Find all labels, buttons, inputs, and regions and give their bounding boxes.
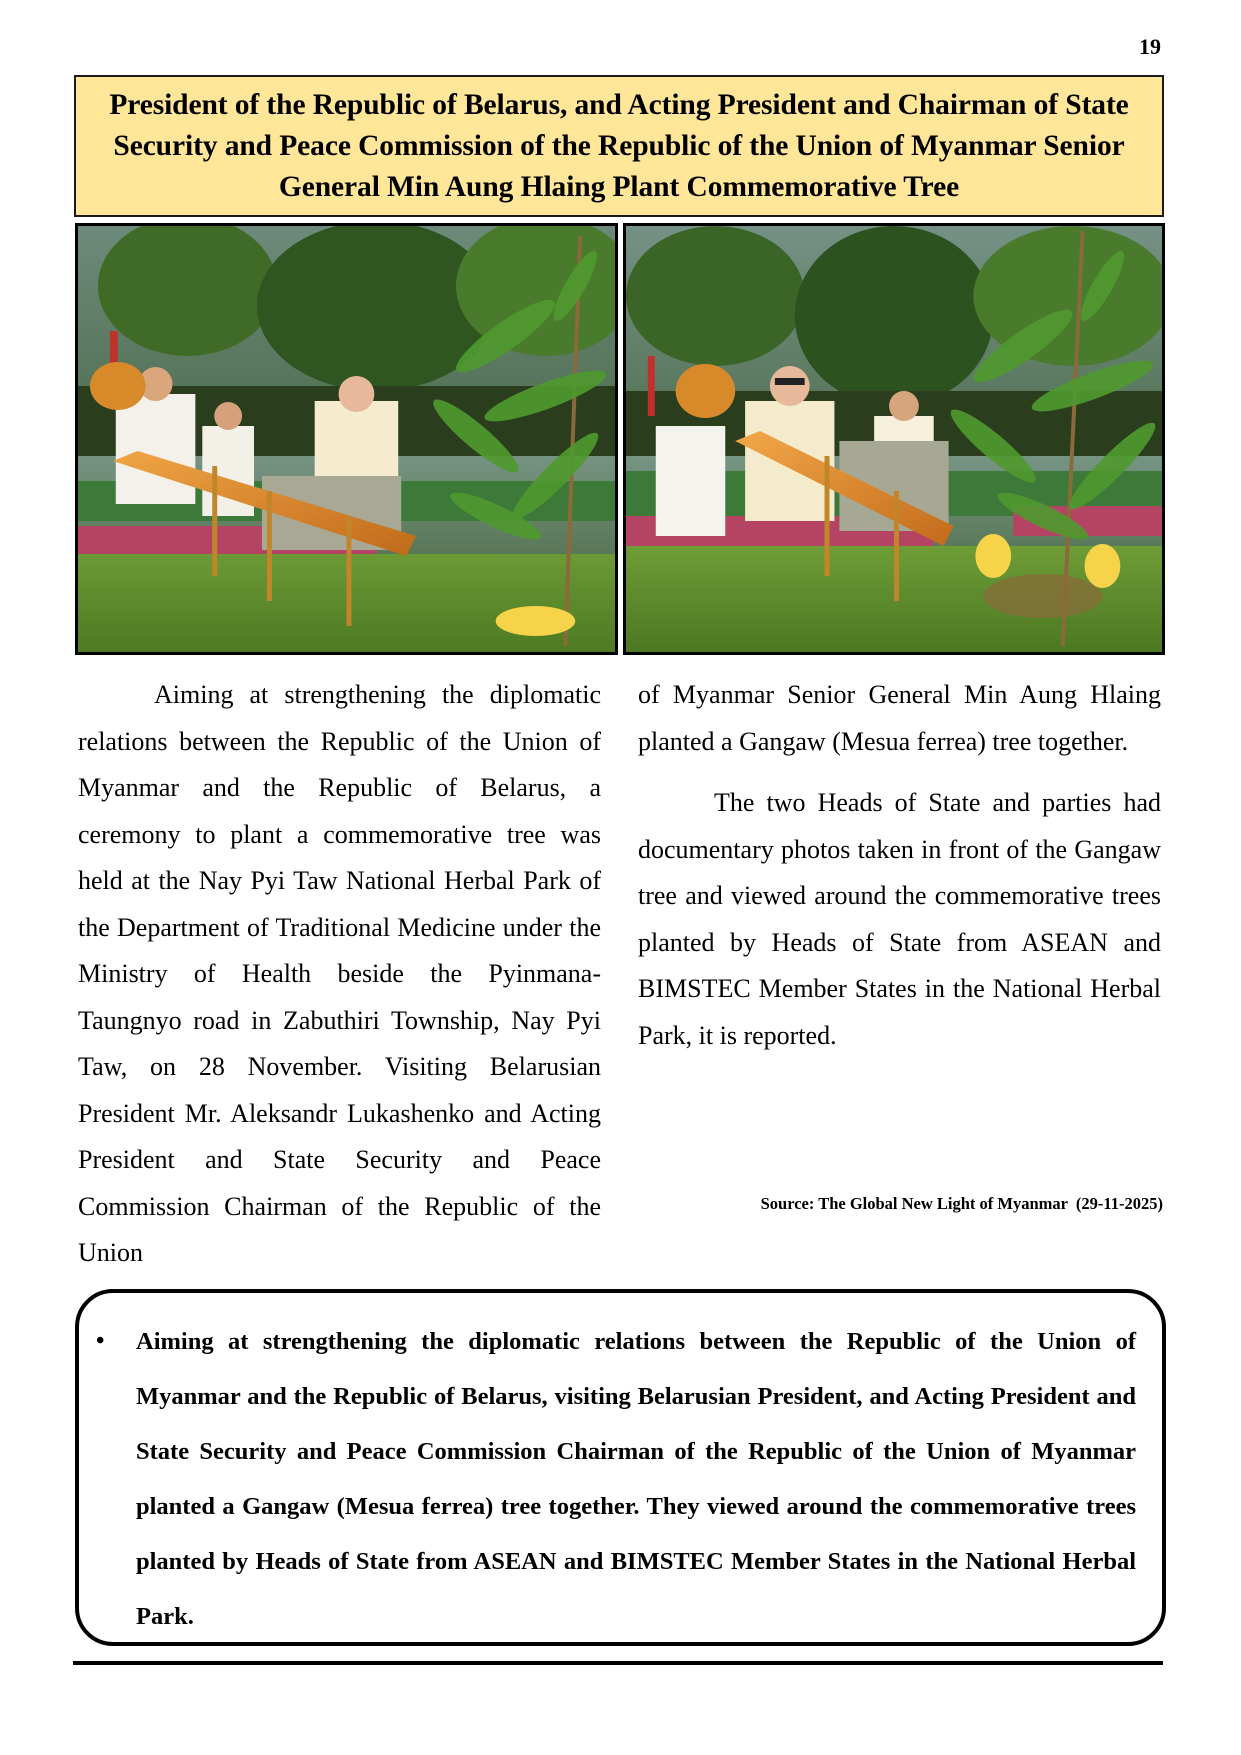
tree-planting-photo-1 bbox=[78, 226, 615, 652]
page-number: 19 bbox=[1139, 34, 1161, 59]
photo-right bbox=[623, 223, 1165, 655]
bottom-divider bbox=[73, 1661, 1163, 1665]
article-paragraph-1: Aiming at strengthening the diplomatic relations between the Republic of the Union of Myanmar and the Republic of Belarus, a ceremony to plant a commemorative tree was held at the Nay Pyi Taw National Herbal Park of the Department of Traditional Medicine under the Ministry of Health beside the Pyinmana-Taungnyo road in Zabuthiri Township, Nay Pyi Taw, on 28 November. Visiting Belarusian President Mr. Aleksandr Lukashenko and Acting President and State Security and Peace Commission Chairman of the Republic of the Union bbox=[78, 680, 601, 1267]
tree-planting-photo-2 bbox=[626, 226, 1162, 652]
title-box bbox=[74, 75, 1164, 217]
summary-box bbox=[75, 1289, 1166, 1646]
page-title: President of the Republic of Belarus, and Acting President and Chairman of State Security and Peace Commission of the Republic of the Union of Myanmar Senior General Min Aung Hlaing Plant Commemorative Tree bbox=[109, 88, 1129, 203]
article-column-right bbox=[638, 672, 1161, 1059]
photo-left bbox=[75, 223, 618, 655]
article-paragraph-2: The two Heads of State and parties had documentary photos taken in front of the Gangaw tree and viewed around the commemorative trees planted by Heads of State from ASEAN and BIMSTEC Member States in the National Herbal Park, it is reported. bbox=[638, 788, 1161, 1050]
summary-text: Aiming at strengthening the diplomatic relations between the Republic of the Union of Myanmar and the Republic of Belarus, visiting Belarusian President, and Acting President and State Security and Peace Commission Chairman of the Republic of the Union of Myanmar planted a Gangaw (Mesua ferrea) tree together. They viewed around the commemorative trees planted by Heads of State from ASEAN and BIMSTEC Member States in the National Herbal Park. bbox=[136, 1328, 1136, 1630]
summary-item bbox=[96, 1314, 1136, 1644]
article-column-left bbox=[78, 672, 601, 1277]
source-credit: Source: The Global New Light of Myanmar (29-11-2025) bbox=[760, 1194, 1163, 1213]
bullet-icon: • bbox=[96, 1328, 105, 1354]
article-paragraph-1-continued: of Myanmar Senior General Min Aung Hlaing planted a Gangaw (Mesua ferrea) tree together. bbox=[638, 680, 1161, 756]
